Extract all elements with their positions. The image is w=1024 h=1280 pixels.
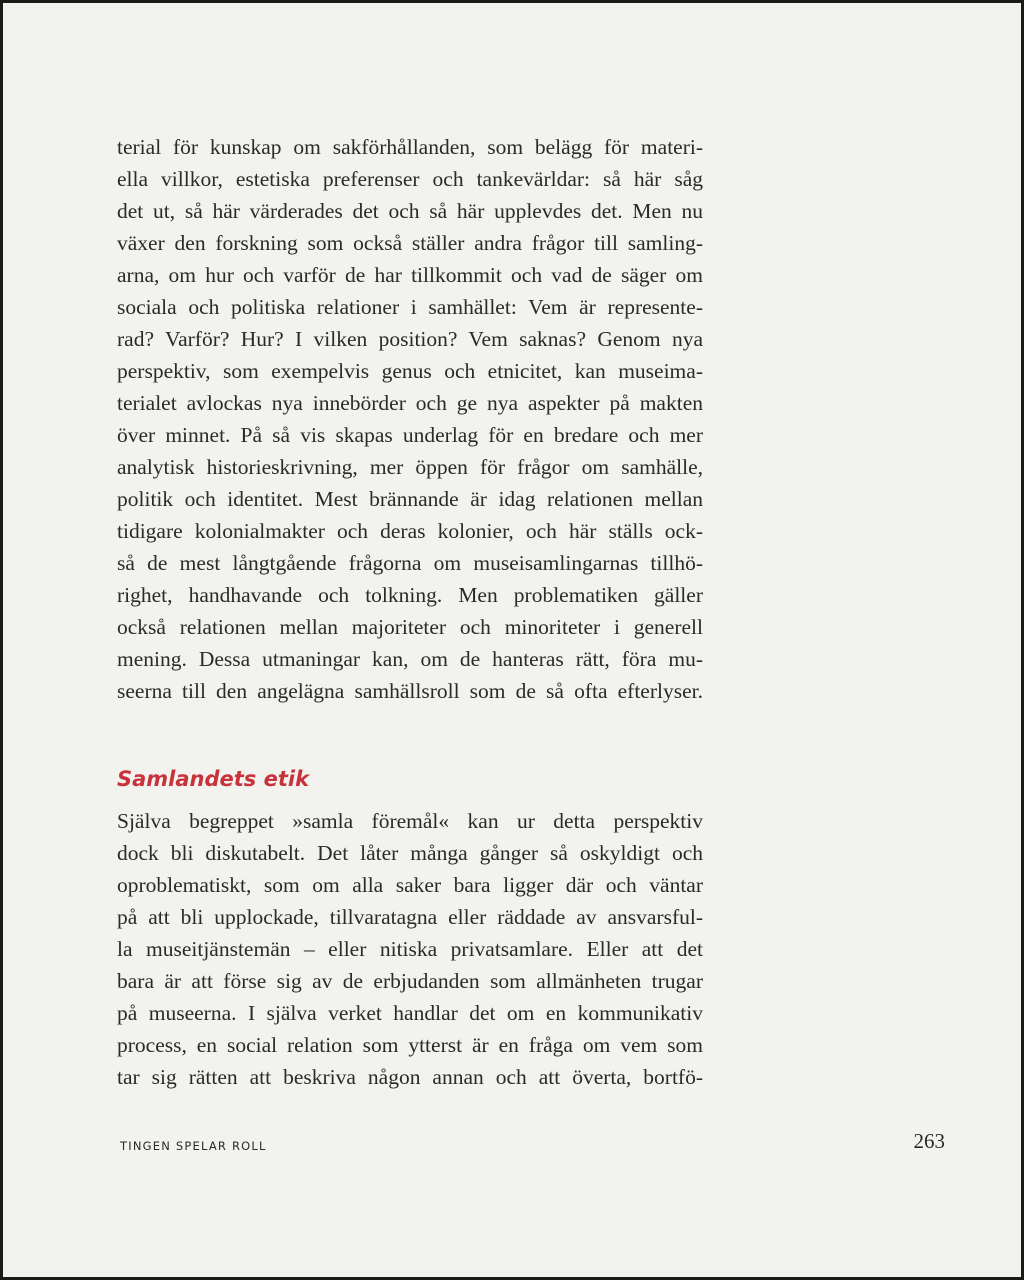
section-heading: Samlandets etik <box>117 767 310 791</box>
running-footer-title: TINGEN SPELAR ROLL <box>120 1139 267 1153</box>
text-line: Själva begreppet »samla föremål« kan ur detta perspektiv <box>117 809 703 833</box>
text-line: perspektiv, som exempelvis genus och etnicitet, kan museima- <box>117 359 703 383</box>
text-line: också relationen mellan majoriteter och minoriteter i generell <box>117 615 703 639</box>
text-line: tar sig rätten att beskriva någon annan och att överta, bortfö- <box>117 1065 703 1089</box>
text-line: tidigare kolonialmakter och deras kolonier, och här ställs ock- <box>117 519 703 543</box>
text-line: seerna till den angelägna samhällsroll som de så ofta efterlyser. <box>117 679 703 703</box>
text-line: på att bli upplockade, tillvaratagna eller räddade av ansvarsful- <box>117 905 703 929</box>
text-line: politik och identitet. Mest brännande är idag relationen mellan <box>117 487 703 511</box>
text-line: det ut, så här värderades det och så här upplevdes det. Men nu <box>117 199 703 223</box>
text-line: process, en social relation som ytterst är en fråga om vem som <box>117 1033 703 1057</box>
text-line: mening. Dessa utmaningar kan, om de hanteras rätt, föra mu- <box>117 647 703 671</box>
text-line: arna, om hur och varför de har tillkommit och vad de säger om <box>117 263 703 287</box>
text-line: dock bli diskutabelt. Det låter många gånger så oskyldigt och <box>117 841 703 865</box>
text-line: så de mest långtgående frågorna om museisamlingarnas tillhö- <box>117 551 703 575</box>
text-line: sociala och politiska relationer i samhället: Vem är represente- <box>117 295 703 319</box>
text-line: terialet avlockas nya innebörder och ge nya aspekter på makten <box>117 391 703 415</box>
text-line: växer den forskning som också ställer andra frågor till samling- <box>117 231 703 255</box>
text-line: analytisk historieskrivning, mer öppen för frågor om samhälle, <box>117 455 703 479</box>
text-line: på museerna. I själva verket handlar det om en kommunikativ <box>117 1001 703 1025</box>
text-line: terial för kunskap om sakförhållanden, som belägg för materi- <box>117 135 703 159</box>
text-line: ella villkor, estetiska preferenser och tankevärldar: så här såg <box>117 167 703 191</box>
text-line: la museitjänstemän – eller nitiska privatsamlare. Eller att det <box>117 937 703 961</box>
page-number: 263 <box>913 1129 945 1153</box>
text-line: över minnet. På så vis skapas underlag för en bredare och mer <box>117 423 703 447</box>
text-line: rad? Varför? Hur? I vilken position? Vem saknas? Genom nya <box>117 327 703 351</box>
text-line: bara är att förse sig av de erbjudanden som allmänheten trugar <box>117 969 703 993</box>
text-line: righet, handhavande och tolkning. Men problematiken gäller <box>117 583 703 607</box>
text-line: oproblematiskt, som om alla saker bara ligger där och väntar <box>117 873 703 897</box>
book-page <box>3 3 1021 1277</box>
